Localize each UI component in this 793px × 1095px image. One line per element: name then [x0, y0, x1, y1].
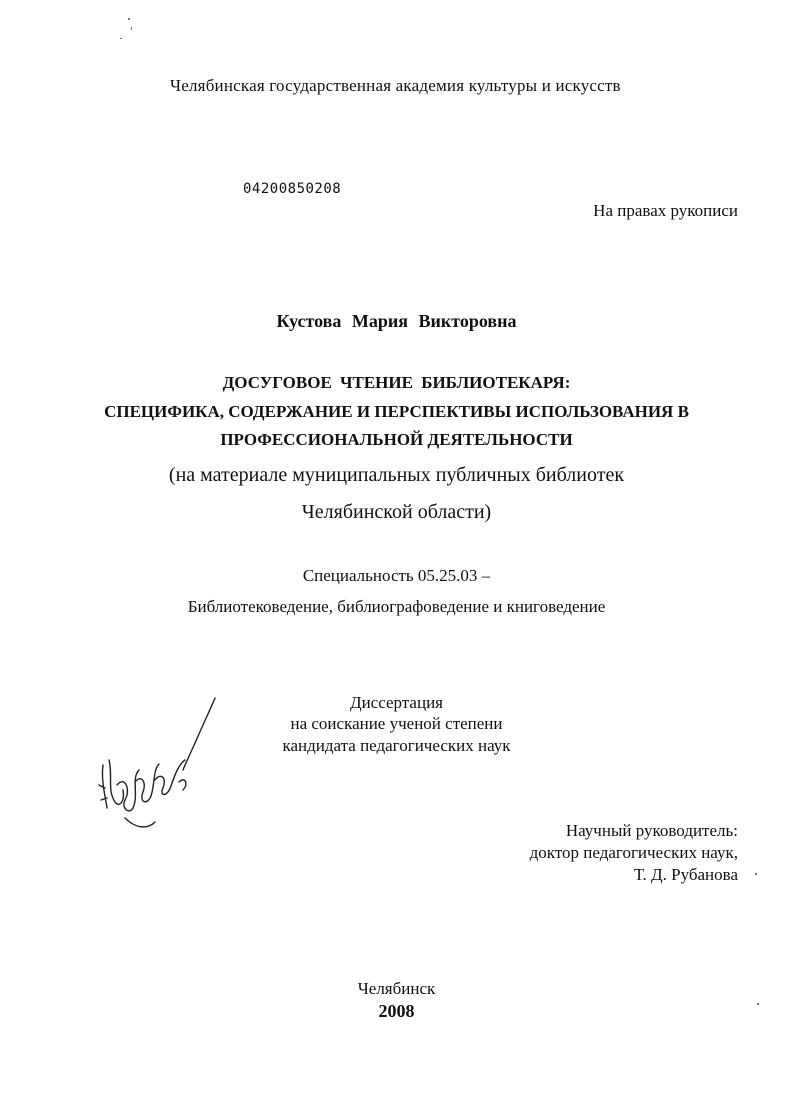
supervisor-name: Т. Д. Рубанова [633, 865, 738, 884]
scan-speck [131, 27, 132, 30]
scan-speck [128, 18, 130, 20]
supervisor-degree: доктор педагогических наук, [529, 843, 738, 862]
dissertation-label: Диссертация [349, 693, 443, 712]
subtitle-line: (на материале муниципальных публичных библиотек [168, 464, 625, 486]
subtitle-line: Челябинской области) [301, 501, 492, 523]
specialty-code: Специальность 05.25.03 – [302, 566, 491, 585]
institution-name: Челябинская государственная академия культуры и искусств [170, 76, 621, 95]
author-name: Кустова Мария Викторовна [276, 311, 517, 331]
degree-line: на соискание ученой степени [290, 714, 503, 733]
manuscript-note: На правах рукописи [593, 201, 738, 220]
publication-year: 2008 [378, 1001, 415, 1021]
degree-line: кандидата педагогических наук [282, 736, 511, 755]
title-line: СПЕЦИФИКА, СОДЕРЖАНИЕ И ПЕРСПЕКТИВЫ ИСПОЛЬЗОВАНИЯ В [104, 402, 689, 421]
supervisor-label: Научный руководитель: [565, 821, 738, 840]
title-line: ДОСУГОВОЕ ЧТЕНИЕ БИБЛИОТЕКАРЯ: [222, 373, 571, 392]
city-name: Челябинск [357, 979, 436, 998]
scan-speck [755, 873, 757, 875]
title-line: ПРОФЕССИОНАЛЬНОЙ ДЕЯТЕЛЬНОСТИ [220, 430, 573, 449]
scan-speck [120, 38, 122, 39]
archive-code: 04200850208 [243, 181, 342, 197]
specialty-name: Библиотековедение, библиографоведение и книговедение [187, 597, 606, 616]
author-signature [95, 690, 225, 840]
